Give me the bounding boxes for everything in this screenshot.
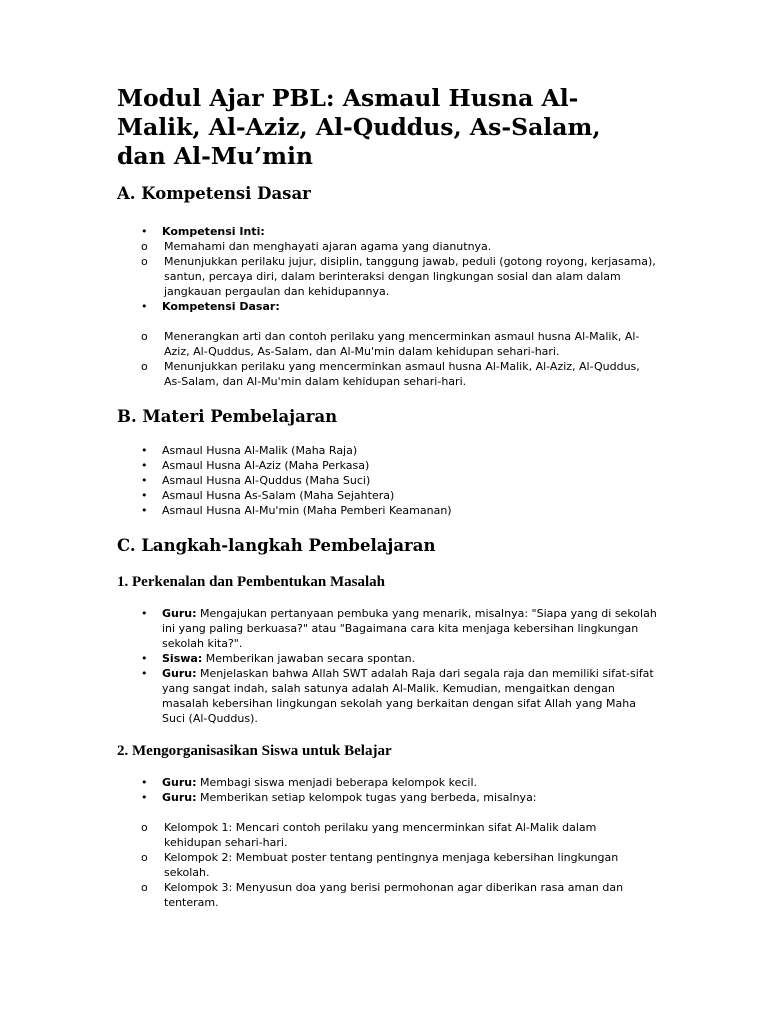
list-item	[117, 239, 657, 254]
group-task-sublist	[141, 820, 657, 910]
list-item-text: Asmaul Husna Al-Quddus (Maha Suci)	[162, 474, 371, 487]
bullet-icon: •	[141, 459, 148, 472]
bullet-icon: •	[141, 607, 148, 620]
circle-bullet-icon: o	[141, 851, 148, 864]
list-item-text: Kelompok 1: Mencari contoh perilaku yang mencerminkan sifat Al-Malik dalam kehidupan sehari-hari.	[164, 821, 597, 849]
bullet-icon: •	[141, 474, 148, 487]
list-item-text: Memahami dan menghayati ajaran agama yang dianutnya.	[164, 240, 492, 253]
document-page	[117, 84, 657, 910]
list-item	[117, 254, 657, 299]
kompetensi-inti-sublist	[141, 239, 657, 299]
bullet-icon: •	[141, 444, 148, 457]
bullet-icon: •	[141, 504, 148, 517]
list-item	[117, 606, 657, 651]
circle-bullet-icon: o	[141, 330, 148, 343]
list-item-text: Kelompok 2: Membuat poster tentang pentingnya menjaga kebersihan lingkungan sekolah.	[164, 851, 619, 879]
role-label: Guru:	[162, 776, 197, 789]
bullet-icon: •	[141, 776, 148, 789]
bullet-icon: •	[141, 667, 148, 680]
list-item	[117, 666, 657, 726]
circle-bullet-icon: o	[141, 240, 148, 253]
list-item-text: Memberikan setiap kelompok tugas yang berbeda, misalnya:	[196, 791, 537, 804]
section-b-list	[117, 443, 657, 518]
list-item-text: Menunjukkan perilaku yang mencerminkan asmaul husna Al-Malik, Al-Aziz, Al-Quddus, As-Salam, dan Al-Mu'min dalam kehidupan sehari-hari.	[164, 360, 640, 388]
list-item-text: Memberikan jawaban secara spontan.	[202, 652, 416, 665]
list-item-text: Asmaul Husna As-Salam (Maha Sejahtera)	[162, 489, 395, 502]
circle-bullet-icon: o	[141, 821, 148, 834]
list-item	[117, 473, 657, 488]
list-item-text: Membagi siswa menjadi beberapa kelompok kecil.	[196, 776, 477, 789]
list-item	[117, 790, 657, 910]
role-label: Guru:	[162, 791, 197, 804]
bullet-icon: •	[141, 300, 148, 313]
list-item-text: Menerangkan arti dan contoh perilaku yang mencerminkan asmaul husna Al-Malik, Al-Aziz, Al-Quddus, As-Salam, dan Al-Mu'min dalam kehidupan sehari-hari.	[164, 330, 640, 358]
step-2-list	[117, 775, 657, 910]
list-item	[117, 443, 657, 458]
section-c-heading: C. Langkah-langkah Pembelajaran	[117, 536, 436, 555]
list-item-text: Mengajukan pertanyaan pembuka yang menarik, misalnya: "Siapa yang di sekolah ini yang paling berkuasa?" atau "Bagaimana cara kita menjaga kebersihan lingkungan sekolah kita?".	[162, 607, 657, 650]
role-label: Siswa:	[162, 652, 203, 665]
step-1-list	[117, 606, 657, 726]
circle-bullet-icon: o	[141, 881, 148, 894]
role-label: Guru:	[162, 607, 197, 620]
list-item-text: Kelompok 3: Menyusun doa yang berisi permohonan agar diberikan rasa aman dan tenteram.	[164, 881, 624, 909]
list-item	[117, 820, 657, 850]
section-b-heading: B. Materi Pembelajaran	[117, 407, 338, 426]
kompetensi-dasar-sublist	[141, 329, 657, 389]
list-item-text: Asmaul Husna Al-Mu'min (Maha Pemberi Keamanan)	[162, 504, 452, 517]
list-item	[117, 299, 657, 389]
section-a-list	[117, 224, 657, 389]
section-a-heading: A. Kompetensi Dasar	[117, 184, 311, 203]
step-2-heading: 2. Mengorganisasikan Siswa untuk Belajar	[117, 743, 392, 759]
list-item-text: Menjelaskan bahwa Allah SWT adalah Raja dari segala raja dan memiliki sifat-sifat yang sangat indah, salah satunya adalah Al-Malik. Kemudian, mengaitkan dengan masalah kebersihan lingkungan sekolah yang berkaitan dengan sifat Allah yang Maha Suci (Al-Quddus).	[162, 667, 654, 725]
step-1-heading: 1. Perkenalan dan Pembentukan Masalah	[117, 574, 385, 590]
list-item	[117, 329, 657, 359]
list-item	[117, 224, 657, 299]
document-title: Modul Ajar PBL: Asmaul Husna Al-Malik, Al-Aziz, Al-Quddus, As-Salam, dan Al-Mu’min	[117, 84, 601, 170]
list-item-text: Asmaul Husna Al-Malik (Maha Raja)	[162, 444, 358, 457]
list-item	[117, 503, 657, 518]
bullet-icon: •	[141, 225, 148, 238]
list-item	[117, 458, 657, 473]
list-item-text: Menunjukkan perilaku jujur, disiplin, tanggung jawab, peduli (gotong royong, kerjasama), santun, percaya diri, dalam berinteraksi dengan lingkungan sosial dan alam dalam jangkauan pergaulan dan kehidupannya.	[164, 255, 656, 298]
list-item	[117, 359, 657, 389]
list-item-text: Asmaul Husna Al-Aziz (Maha Perkasa)	[162, 459, 370, 472]
circle-bullet-icon: o	[141, 255, 148, 268]
list-item	[117, 651, 657, 666]
circle-bullet-icon: o	[141, 360, 148, 373]
list-item	[117, 880, 657, 910]
list-item	[117, 775, 657, 790]
bullet-icon: •	[141, 791, 148, 804]
kompetensi-inti-label: Kompetensi Inti:	[162, 225, 265, 238]
bullet-icon: •	[141, 489, 148, 502]
list-item	[117, 850, 657, 880]
kompetensi-dasar-label: Kompetensi Dasar:	[162, 300, 280, 313]
bullet-icon: •	[141, 652, 148, 665]
list-item	[117, 488, 657, 503]
role-label: Guru:	[162, 667, 197, 680]
